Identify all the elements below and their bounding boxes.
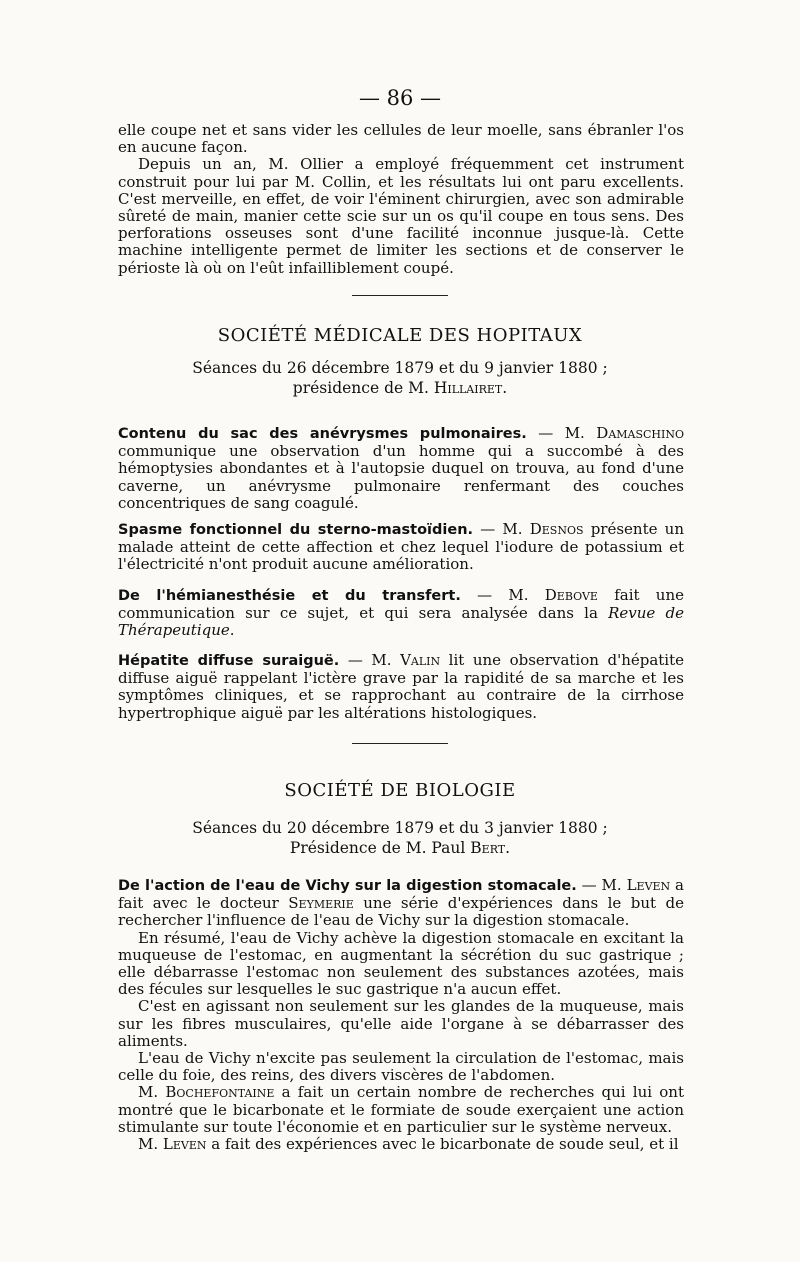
section-divider xyxy=(352,295,448,296)
president-name: Hillairet xyxy=(433,379,503,397)
prefix: M. xyxy=(138,1135,163,1154)
coauthor-name: Seymerie xyxy=(288,894,354,913)
entry-hepatite xyxy=(118,652,684,722)
entry-vichy xyxy=(118,877,684,1153)
intro-paragraph-2: Depuis un an, M. Ollier a employé fréquemment cet instrument construit pour lui par M. Collin, et les résultats lui ont paru excellents. C'est merveille, en effet, de voir l'éminent chirurgien, avec son admirable sûreté de main, manier cette scie sur un os qu'il coupe en tous sens. Des perforations osseuses sont d'une facilité inconnue jusque-là. Cette machine intelligente permet de limiter les sections et de conserver le périoste là où on l'eût infailliblement coupé. xyxy=(118,155,684,277)
vichy-paragraph-1 xyxy=(118,877,684,930)
vichy-paragraph-6 xyxy=(118,1136,684,1153)
entry-lead: — M. xyxy=(473,520,530,538)
presidence-prefix: Présidence de M. Paul xyxy=(289,839,471,857)
entry-heading: De l'hémianesthésie et du transfert. xyxy=(118,588,461,604)
presidence-prefix: présidence de M. xyxy=(292,379,434,397)
entry-body: lit une observation d'hépatite diffuse aiguë rappelant l'ictère grave par la rapidité de sa marche et les symptômes cliniques, et se rapprochant au contraire de la cirrhose hypertrophique aiguë par les altérations histologiques. xyxy=(118,651,685,722)
session-line-2 xyxy=(0,378,800,398)
paragraph-body: a fait un certain nombre de recherches qui lui ont montré que le bicarbonate et le formiate de soude exerçaient une action stimulante sur toute l'économie et en particulier sur le système nerveux. xyxy=(118,1083,684,1136)
session-dates-biologie xyxy=(0,818,800,858)
intro-text xyxy=(118,122,684,277)
paragraph-body: a fait des expériences avec le bicarbonate de soude seul, et il xyxy=(206,1135,679,1154)
section-divider xyxy=(352,743,448,744)
author-name: Debove xyxy=(544,586,598,604)
vichy-paragraph-2: En résumé, l'eau de Vichy achève la digestion stomacale en excitant la muqueuse de l'estomac, en augmentant la sécrétion du suc gastrique ; elle débarrasse l'estomac non seulement des substances azotées, mais des fécules sur lesquelles le suc gastrique n'a aucun effet. xyxy=(118,928,684,999)
entry-spasme xyxy=(118,521,684,574)
session-line-2 xyxy=(0,838,800,858)
entry-lead: — M. xyxy=(460,586,545,604)
entry-lead: — M. xyxy=(576,876,627,894)
session-line-1: Séances du 26 décembre 1879 et du 9 janvier 1880 ; xyxy=(192,359,608,377)
vichy-paragraph-5 xyxy=(118,1084,684,1136)
entry-hemianesthesie xyxy=(118,587,684,640)
session-dates-hopitaux xyxy=(0,358,800,398)
entry-body: présente un malade atteint de cette affection et chez lequel l'iodure de potassium et l'électricité n'ont produit aucune amélioration. xyxy=(118,520,684,574)
session-line-1: Séances du 20 décembre 1879 et du 3 janvier 1880 ; xyxy=(192,819,608,837)
section-title-hopitaux: SOCIÉTÉ MÉDICALE DES HOPITAUX xyxy=(217,325,583,346)
entry-heading: Contenu du sac des anévrysmes pulmonaires. xyxy=(118,426,527,442)
entry-lead: — M. xyxy=(526,424,597,442)
entry-tail: . xyxy=(229,621,235,640)
entry-body: fait une communication sur ce sujet, et qui sera analysée dans la xyxy=(118,586,684,623)
entry-heading: Spasme fonctionnel du sterno-mastoïdien. xyxy=(118,522,474,538)
page-number: — 86 — xyxy=(358,86,442,110)
author-name: Valin xyxy=(400,651,441,669)
entry-lead: — M. xyxy=(339,651,401,669)
author-name: Leven xyxy=(626,876,671,894)
entry-anevrysmes xyxy=(118,425,684,512)
entry-mid: a fait avec le docteur xyxy=(118,876,685,913)
prefix: M. xyxy=(138,1083,166,1102)
journal-title: Revue de Thérapeutique xyxy=(118,604,685,640)
presidence-suffix: . xyxy=(502,379,508,397)
presidence-suffix: . xyxy=(505,839,511,857)
entry-body: communique une observation d'un homme qui a succombé à des hémoptysies abondantes et à l'autopsie duquel on trouva, au fond d'une caverne, un anévrysme pulmonaire renfermant des couches concentriques de sang coagulé. xyxy=(118,442,684,512)
vichy-paragraph-4: L'eau de Vichy n'excite pas seulement la circulation de l'estomac, mais celle du foie, des reins, des divers viscères de l'abdomen. xyxy=(118,1049,684,1085)
author-name: Leven xyxy=(162,1135,207,1154)
section-title-biologie: SOCIÉTÉ DE BIOLOGIE xyxy=(284,780,516,801)
author-name: Damaschino xyxy=(596,424,685,442)
intro-paragraph-1: elle coupe net et sans vider les cellules de leur moelle, sans ébranler l'os en aucune façon. xyxy=(118,121,684,157)
entry-heading: Hépatite diffuse suraiguë. xyxy=(118,653,340,669)
president-name: Bert xyxy=(470,839,506,857)
author-name: Desnos xyxy=(529,520,584,538)
author-name: Bochefontaine xyxy=(165,1083,275,1102)
entry-heading: De l'action de l'eau de Vichy sur la digestion stomacale. xyxy=(118,878,577,894)
vichy-paragraph-3: C'est en agissant non seulement sur les glandes de la muqueuse, mais sur les fibres musculaires, qu'elle aide l'organe à se débarrasser des aliments. xyxy=(118,997,684,1050)
entry-body: une série d'expériences dans le but de rechercher l'influence de l'eau de Vichy sur la digestion stomacale. xyxy=(118,894,684,930)
